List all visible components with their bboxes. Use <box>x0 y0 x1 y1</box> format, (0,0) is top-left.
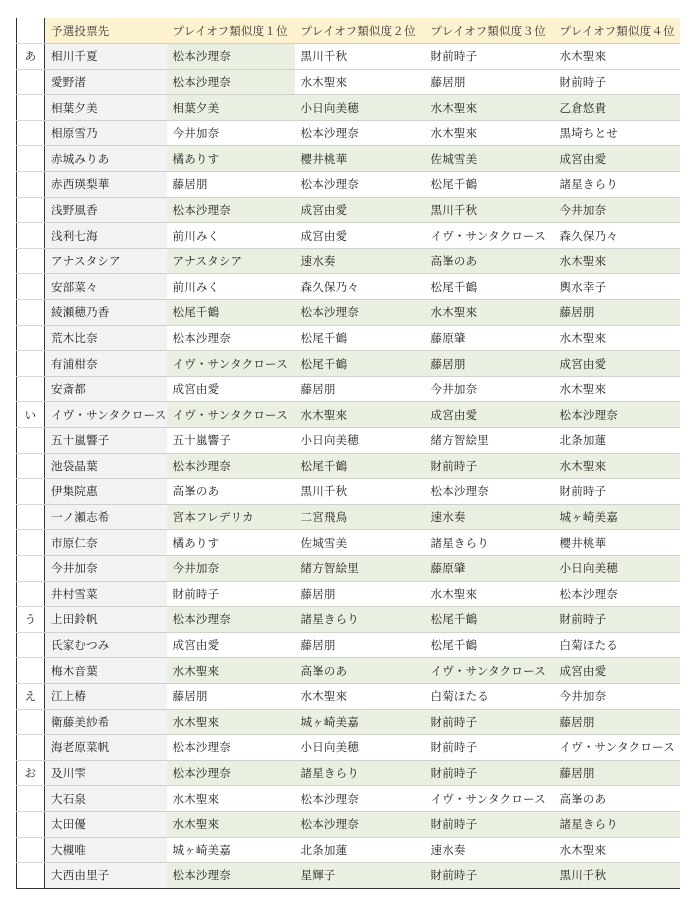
vote-target-name: イヴ・サンタクロース <box>45 402 167 428</box>
rank-1-cell: 松尾千鶴 <box>167 300 295 326</box>
table-row <box>17 811 680 837</box>
vote-target-name: 相原雪乃 <box>45 120 167 146</box>
rank-1-cell: 成宮由愛 <box>167 632 295 658</box>
rank-2-cell: 成宮由愛 <box>295 197 425 223</box>
header-rank-1: プレイオフ類似度１位 <box>167 18 295 44</box>
rank-1-cell: 高峯のあ <box>167 479 295 505</box>
rank-2-cell: 松本沙理奈 <box>295 300 425 326</box>
rank-3-cell: イヴ・サンタクロース <box>425 223 554 249</box>
rank-2-cell: 星輝子 <box>295 863 425 889</box>
rank-2-cell: 松本沙理奈 <box>295 786 425 812</box>
kana-group-label <box>17 300 45 326</box>
table-row <box>17 530 680 556</box>
rank-1-cell: 松本沙理奈 <box>167 607 295 633</box>
rank-2-cell: 櫻井桃華 <box>295 146 425 172</box>
rank-4-cell: 城ヶ崎美嘉 <box>554 504 680 530</box>
table-row <box>17 504 680 530</box>
vote-target-name: 太田優 <box>45 811 167 837</box>
table-row <box>17 453 680 479</box>
rank-1-cell: イヴ・サンタクロース <box>167 402 295 428</box>
rank-2-cell: 松本沙理奈 <box>295 811 425 837</box>
rank-2-cell: 松尾千鶴 <box>295 325 425 351</box>
rank-1-cell: イヴ・サンタクロース <box>167 351 295 377</box>
rank-1-cell: 松本沙理奈 <box>167 197 295 223</box>
rank-4-cell: 成宮由愛 <box>554 351 680 377</box>
rank-3-cell: 財前時子 <box>425 44 554 70</box>
rank-4-cell: 高峯のあ <box>554 786 680 812</box>
rank-1-cell: アナスタシア <box>167 248 295 274</box>
kana-group-label <box>17 274 45 300</box>
rank-2-cell: 藤居朋 <box>295 581 425 607</box>
table-row <box>17 248 680 274</box>
table-row <box>17 402 680 428</box>
kana-group-label <box>17 837 45 863</box>
rank-3-cell: 水木聖來 <box>425 120 554 146</box>
vote-target-name: 相葉夕美 <box>45 95 167 121</box>
table-row <box>17 69 680 95</box>
rank-4-cell: 成宮由愛 <box>554 658 680 684</box>
kana-group-label <box>17 735 45 761</box>
rank-1-cell: 水木聖來 <box>167 658 295 684</box>
rank-4-cell: 水木聖來 <box>554 376 680 402</box>
kana-group-label: お <box>17 760 45 786</box>
kana-group-label <box>17 120 45 146</box>
rank-3-cell: 佐城雪美 <box>425 146 554 172</box>
rank-3-cell: 財前時子 <box>425 863 554 889</box>
vote-target-name: 井村雪菜 <box>45 581 167 607</box>
vote-target-name: アナスタシア <box>45 248 167 274</box>
rank-4-cell: イヴ・サンタクロース <box>554 735 680 761</box>
rank-3-cell: 松尾千鶴 <box>425 632 554 658</box>
rank-3-cell: 松尾千鶴 <box>425 172 554 198</box>
rank-4-cell: 水木聖來 <box>554 44 680 70</box>
vote-target-name: 安部菜々 <box>45 274 167 300</box>
rank-1-cell: 松本沙理奈 <box>167 760 295 786</box>
rank-3-cell: 財前時子 <box>425 760 554 786</box>
kana-group-label <box>17 581 45 607</box>
table-row <box>17 428 680 454</box>
table-row <box>17 786 680 812</box>
rank-2-cell: 小日向美穂 <box>295 428 425 454</box>
rank-1-cell: 松本沙理奈 <box>167 863 295 889</box>
rank-4-cell: 松本沙理奈 <box>554 402 680 428</box>
vote-target-name: 梅木音葉 <box>45 658 167 684</box>
rank-2-cell: 松尾千鶴 <box>295 351 425 377</box>
rank-4-cell: 水木聖來 <box>554 248 680 274</box>
rank-2-cell: 森久保乃々 <box>295 274 425 300</box>
rank-3-cell: 黒川千秋 <box>425 197 554 223</box>
vote-target-name: 浅野風香 <box>45 197 167 223</box>
kana-group-label <box>17 172 45 198</box>
rank-4-cell: 諸星きらり <box>554 172 680 198</box>
rank-3-cell: 水木聖來 <box>425 300 554 326</box>
rank-2-cell: 佐城雪美 <box>295 530 425 556</box>
rank-4-cell: 水木聖來 <box>554 837 680 863</box>
rank-4-cell: 松本沙理奈 <box>554 581 680 607</box>
rank-3-cell: 速水奏 <box>425 837 554 863</box>
rank-4-cell: 藤居朋 <box>554 300 680 326</box>
vote-target-name: 江上椿 <box>45 683 167 709</box>
similarity-table <box>16 18 680 889</box>
rank-1-cell: 水木聖來 <box>167 709 295 735</box>
table-row <box>17 837 680 863</box>
header-rank-4: プレイオフ類似度４位 <box>554 18 680 44</box>
rank-4-cell: 成宮由愛 <box>554 146 680 172</box>
rank-4-cell: 藤居朋 <box>554 760 680 786</box>
rank-2-cell: 黒川千秋 <box>295 44 425 70</box>
rank-3-cell: 高峯のあ <box>425 248 554 274</box>
kana-group-label <box>17 351 45 377</box>
vote-target-name: 赤城みりあ <box>45 146 167 172</box>
rank-2-cell: 城ヶ崎美嘉 <box>295 709 425 735</box>
kana-group-label <box>17 69 45 95</box>
rank-2-cell: 松尾千鶴 <box>295 453 425 479</box>
rank-1-cell: 藤居朋 <box>167 683 295 709</box>
table-row <box>17 146 680 172</box>
rank-4-cell: 水木聖來 <box>554 325 680 351</box>
vote-target-name: 今井加奈 <box>45 555 167 581</box>
rank-4-cell: 北条加蓮 <box>554 428 680 454</box>
rank-1-cell: 城ヶ崎美嘉 <box>167 837 295 863</box>
rank-3-cell: 財前時子 <box>425 735 554 761</box>
rank-3-cell: 財前時子 <box>425 709 554 735</box>
rank-4-cell: 諸星きらり <box>554 811 680 837</box>
vote-target-name: 赤西瑛梨華 <box>45 172 167 198</box>
table-row <box>17 376 680 402</box>
table-row <box>17 325 680 351</box>
rank-3-cell: 松尾千鶴 <box>425 274 554 300</box>
rank-4-cell: 白菊ほたる <box>554 632 680 658</box>
kana-group-label <box>17 376 45 402</box>
rank-2-cell: 水木聖來 <box>295 402 425 428</box>
vote-target-name: 安斎都 <box>45 376 167 402</box>
rank-4-cell: 小日向美穂 <box>554 555 680 581</box>
header-name: 予選投票先 <box>45 18 167 44</box>
rank-3-cell: 財前時子 <box>425 453 554 479</box>
kana-group-label: う <box>17 607 45 633</box>
kana-group-label <box>17 811 45 837</box>
table-body <box>17 18 680 888</box>
rank-3-cell: 緒方智絵里 <box>425 428 554 454</box>
rank-4-cell: 水木聖來 <box>554 453 680 479</box>
kana-group-label <box>17 530 45 556</box>
kana-group-label <box>17 709 45 735</box>
rank-1-cell: 藤居朋 <box>167 172 295 198</box>
rank-3-cell: 松本沙理奈 <box>425 479 554 505</box>
vote-target-name: 上田鈴帆 <box>45 607 167 633</box>
rank-4-cell: 藤居朋 <box>554 709 680 735</box>
rank-1-cell: 橘ありす <box>167 146 295 172</box>
table-row <box>17 607 680 633</box>
vote-target-name: 大槻唯 <box>45 837 167 863</box>
table-row <box>17 274 680 300</box>
rank-4-cell: 財前時子 <box>554 69 680 95</box>
kana-group-label <box>17 248 45 274</box>
vote-target-name: 有浦柑奈 <box>45 351 167 377</box>
rank-1-cell: 今井加奈 <box>167 555 295 581</box>
header-rank-3: プレイオフ類似度３位 <box>425 18 554 44</box>
table-row <box>17 351 680 377</box>
table-row <box>17 760 680 786</box>
rank-3-cell: イヴ・サンタクロース <box>425 786 554 812</box>
rank-1-cell: 成宮由愛 <box>167 376 295 402</box>
kana-group-label <box>17 95 45 121</box>
rank-2-cell: 高峯のあ <box>295 658 425 684</box>
table-row <box>17 581 680 607</box>
vote-target-name: 大西由里子 <box>45 863 167 889</box>
vote-target-name: 池袋晶葉 <box>45 453 167 479</box>
rank-3-cell: 水木聖來 <box>425 581 554 607</box>
kana-group-label <box>17 428 45 454</box>
rank-3-cell: 諸星きらり <box>425 530 554 556</box>
kana-group-label <box>17 223 45 249</box>
table-row <box>17 44 680 70</box>
rank-4-cell: 今井加奈 <box>554 197 680 223</box>
rank-1-cell: 宮本フレデリカ <box>167 504 295 530</box>
rank-2-cell: 小日向美穂 <box>295 95 425 121</box>
vote-target-name: 衛藤美紗希 <box>45 709 167 735</box>
table-row <box>17 555 680 581</box>
rank-3-cell: 今井加奈 <box>425 376 554 402</box>
vote-target-name: 氏家むつみ <box>45 632 167 658</box>
table-row <box>17 683 680 709</box>
table-row <box>17 197 680 223</box>
table-row <box>17 735 680 761</box>
kana-group-label: あ <box>17 44 45 70</box>
rank-2-cell: 小日向美穂 <box>295 735 425 761</box>
rank-3-cell: 速水奏 <box>425 504 554 530</box>
rank-3-cell: 藤居朋 <box>425 351 554 377</box>
rank-3-cell: 財前時子 <box>425 811 554 837</box>
rank-2-cell: 諸星きらり <box>295 607 425 633</box>
rank-3-cell: 松尾千鶴 <box>425 607 554 633</box>
rank-1-cell: 前川みく <box>167 274 295 300</box>
header-rank-2: プレイオフ類似度２位 <box>295 18 425 44</box>
vote-target-name: 伊集院惠 <box>45 479 167 505</box>
vote-target-name: 相川千夏 <box>45 44 167 70</box>
rank-1-cell: 水木聖來 <box>167 786 295 812</box>
rank-3-cell: 藤居朋 <box>425 69 554 95</box>
rank-1-cell: 松本沙理奈 <box>167 44 295 70</box>
rank-1-cell: 相葉夕美 <box>167 95 295 121</box>
table-row <box>17 95 680 121</box>
kana-group-label <box>17 632 45 658</box>
rank-1-cell: 橘ありす <box>167 530 295 556</box>
table-row <box>17 709 680 735</box>
rank-2-cell: 松本沙理奈 <box>295 120 425 146</box>
vote-target-name: 大石泉 <box>45 786 167 812</box>
rank-4-cell: 今井加奈 <box>554 683 680 709</box>
rank-3-cell: イヴ・サンタクロース <box>425 658 554 684</box>
kana-group-label <box>17 453 45 479</box>
vote-target-name: 綾瀬穂乃香 <box>45 300 167 326</box>
rank-3-cell: 白菊ほたる <box>425 683 554 709</box>
rank-2-cell: 速水奏 <box>295 248 425 274</box>
rank-2-cell: 松本沙理奈 <box>295 172 425 198</box>
kana-group-label <box>17 479 45 505</box>
vote-target-name: 一ノ瀬志希 <box>45 504 167 530</box>
table-row <box>17 172 680 198</box>
table-row <box>17 300 680 326</box>
rank-4-cell: 財前時子 <box>554 479 680 505</box>
rank-2-cell: 北条加蓮 <box>295 837 425 863</box>
rank-2-cell: 水木聖來 <box>295 69 425 95</box>
rank-1-cell: 五十嵐響子 <box>167 428 295 454</box>
rank-1-cell: 松本沙理奈 <box>167 325 295 351</box>
table-row <box>17 120 680 146</box>
vote-target-name: 市原仁奈 <box>45 530 167 556</box>
kana-group-label <box>17 197 45 223</box>
table-row <box>17 863 680 889</box>
kana-group-label <box>17 863 45 889</box>
table-row <box>17 658 680 684</box>
kana-group-label: い <box>17 402 45 428</box>
rank-4-cell: 黒川千秋 <box>554 863 680 889</box>
rank-1-cell: 今井加奈 <box>167 120 295 146</box>
rank-3-cell: 藤原肇 <box>425 325 554 351</box>
rank-3-cell: 成宮由愛 <box>425 402 554 428</box>
rank-2-cell: 黒川千秋 <box>295 479 425 505</box>
rank-1-cell: 財前時子 <box>167 581 295 607</box>
rank-4-cell: 櫻井桃華 <box>554 530 680 556</box>
vote-target-name: 海老原菜帆 <box>45 735 167 761</box>
rank-2-cell: 水木聖來 <box>295 683 425 709</box>
rank-1-cell: 水木聖來 <box>167 811 295 837</box>
rank-1-cell: 松本沙理奈 <box>167 735 295 761</box>
vote-target-name: 及川雫 <box>45 760 167 786</box>
rank-4-cell: 森久保乃々 <box>554 223 680 249</box>
rank-4-cell: 輿水幸子 <box>554 274 680 300</box>
rank-1-cell: 前川みく <box>167 223 295 249</box>
rank-2-cell: 藤居朋 <box>295 632 425 658</box>
kana-group-label <box>17 504 45 530</box>
rank-1-cell: 松本沙理奈 <box>167 69 295 95</box>
kana-group-label <box>17 146 45 172</box>
header-row <box>17 18 680 44</box>
table-row <box>17 632 680 658</box>
kana-group-label <box>17 786 45 812</box>
rank-2-cell: 緒方智絵里 <box>295 555 425 581</box>
rank-4-cell: 乙倉悠貴 <box>554 95 680 121</box>
rank-4-cell: 財前時子 <box>554 607 680 633</box>
rank-2-cell: 二宮飛鳥 <box>295 504 425 530</box>
kana-group-label: え <box>17 683 45 709</box>
rank-2-cell: 成宮由愛 <box>295 223 425 249</box>
rank-2-cell: 諸星きらり <box>295 760 425 786</box>
rank-1-cell: 松本沙理奈 <box>167 453 295 479</box>
rank-2-cell: 藤居朋 <box>295 376 425 402</box>
table-row <box>17 479 680 505</box>
rank-3-cell: 藤原肇 <box>425 555 554 581</box>
vote-target-name: 荒木比奈 <box>45 325 167 351</box>
vote-target-name: 浅利七海 <box>45 223 167 249</box>
table-row <box>17 223 680 249</box>
kana-group-label <box>17 658 45 684</box>
header-kana-cell <box>17 18 45 44</box>
kana-group-label <box>17 555 45 581</box>
kana-group-label <box>17 325 45 351</box>
rank-3-cell: 水木聖來 <box>425 95 554 121</box>
vote-target-name: 愛野渚 <box>45 69 167 95</box>
rank-4-cell: 黒埼ちとせ <box>554 120 680 146</box>
vote-target-name: 五十嵐響子 <box>45 428 167 454</box>
